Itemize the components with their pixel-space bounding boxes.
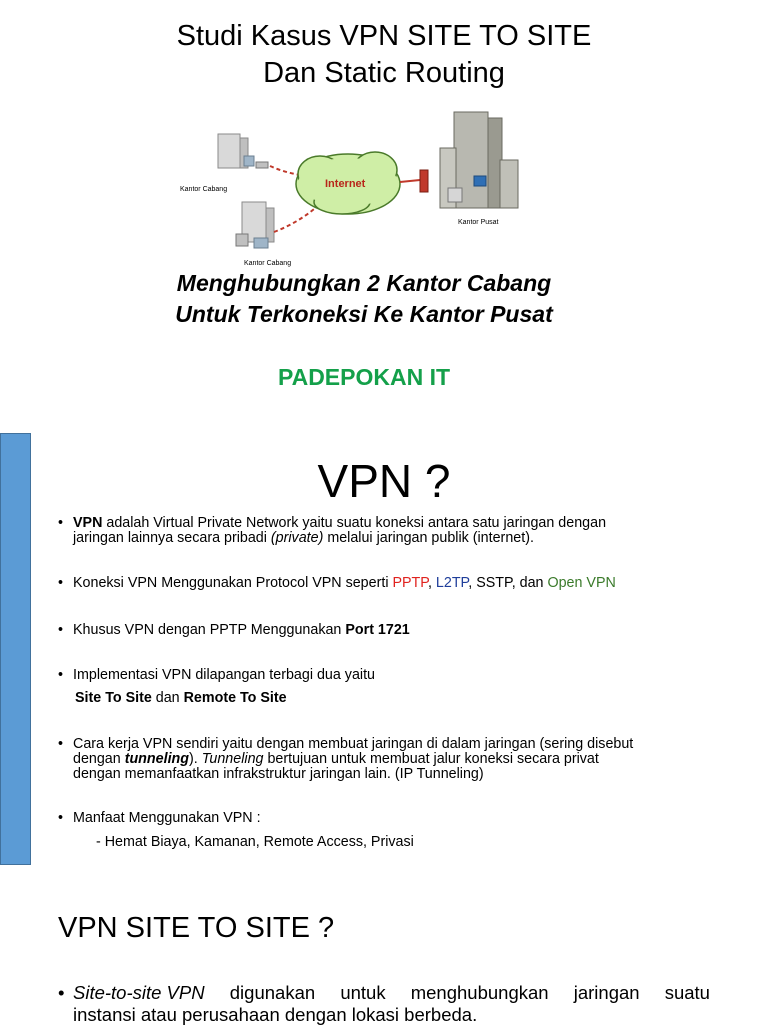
bullet-dot-icon: • xyxy=(58,736,64,752)
bullet-item: • Cara kerja VPN sendiri yaitu dengan membuat jaringan di dalam jaringan (sering disebut dengan tunneling). Tunneling bertujuan untuk membuat jalur koneksi secara privat dengan memanfaatkan infrakstruktur jaringan lain. (IP Tunneling) xyxy=(58,736,634,782)
subtitle-line-2: Untuk Terkoneksi Ke Kantor Pusat xyxy=(175,301,553,327)
slide-title: VPN ? xyxy=(317,455,451,507)
network-diagram xyxy=(170,104,530,272)
vpn-definition-slide xyxy=(0,412,768,874)
subtitle-line-1: Menghubungkan 2 Kantor Cabang xyxy=(176,270,552,296)
pptp-label: PPTP xyxy=(392,575,428,591)
site-to-site-slide xyxy=(0,876,768,1024)
vpn-term: VPN xyxy=(73,515,103,531)
port-label: Port 1721 xyxy=(345,622,410,638)
site-to-site-term: Site-to-site VPN xyxy=(73,982,205,1003)
branch-label-2: Kantor Cabang xyxy=(244,260,292,267)
title-line-2: Dan Static Routing xyxy=(263,57,505,89)
branch-office-1-icon xyxy=(218,134,268,168)
vpn-types: Site To Site dan Remote To Site xyxy=(75,690,287,706)
hq-link xyxy=(400,180,420,182)
bullet-dot-icon: • xyxy=(58,575,64,591)
bullet-dot-icon: • xyxy=(58,810,64,826)
branch-office-2-icon xyxy=(236,202,274,248)
hq-label: Kantor Pusat xyxy=(458,219,499,226)
bullet-item: • VPN adalah Virtual Private Network yaitu suatu koneksi antara satu jaringan dengan jaringan lainnya secara pribadi (private) melalui jaringan publik (internet). xyxy=(58,515,607,546)
bullet-item: • Site-to-site VPN digunakan untuk menghubungkan jaringan suatu instansi atau perusahaan dengan lokasi berbeda. xyxy=(58,982,710,1025)
branch-label-1: Kantor Cabang xyxy=(180,186,228,193)
bullet-dot-icon: • xyxy=(58,622,64,638)
openvpn-label: Open VPN xyxy=(547,575,616,591)
bullet-item: • Implementasi VPN dilapangan terbagi dua yaitu xyxy=(58,667,376,683)
bullet-dot-icon: • xyxy=(58,982,65,1003)
bullet-item: • Manfaat Menggunakan VPN : xyxy=(58,810,261,826)
bullet-dot-icon: • xyxy=(58,667,64,683)
l2tp-label: L2TP xyxy=(435,575,469,591)
firewall-icon xyxy=(420,170,428,192)
vpn-link-2 xyxy=(274,204,320,232)
bullet-dot-icon: • xyxy=(58,515,64,531)
title-slide xyxy=(0,0,768,410)
brand-name: PADEPOKAN IT xyxy=(277,364,451,390)
title-line-1: Studi Kasus VPN SITE TO SITE xyxy=(176,20,592,52)
slide-subtitle xyxy=(0,268,728,330)
slide-title xyxy=(0,18,768,92)
internet-label: Internet xyxy=(325,178,366,190)
head-office-icon xyxy=(440,112,518,208)
benefits-list: - Hemat Biaya, Kamanan, Remote Access, Privasi xyxy=(96,834,414,850)
bullet-item: • Khusus VPN dengan PPTP Menggunakan Port 1721 xyxy=(58,622,410,638)
slide-title: VPN SITE TO SITE ? xyxy=(58,912,335,944)
bullet-item: • Koneksi VPN Menggunakan Protocol VPN seperti PPTP, L2TP, SSTP, dan Open VPN xyxy=(58,575,616,591)
